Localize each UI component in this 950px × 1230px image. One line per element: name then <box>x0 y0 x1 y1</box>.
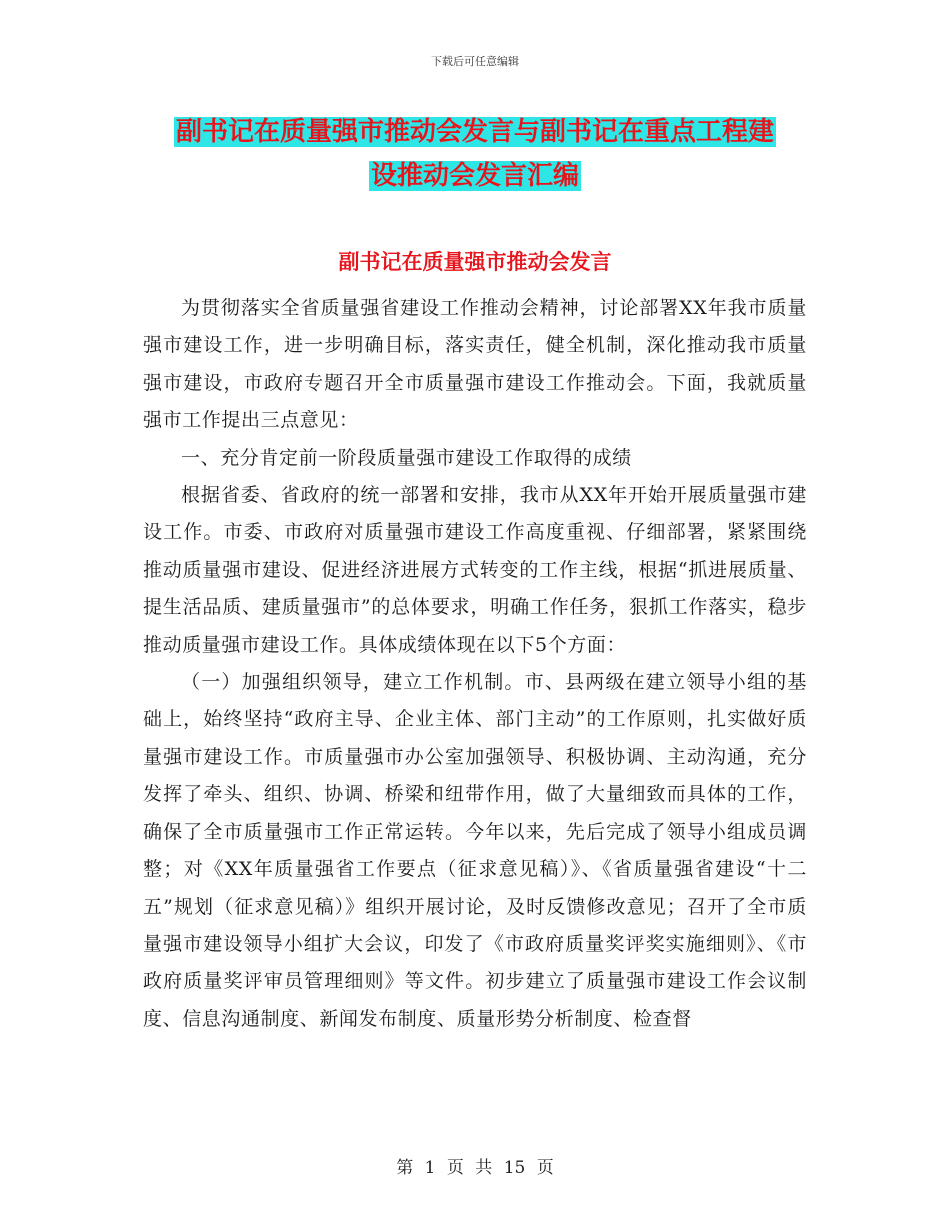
page-footer: 第 1 页 共 15 页 <box>396 1158 554 1178</box>
document-body <box>143 290 807 1038</box>
main-title <box>150 110 800 198</box>
main-title-line-2: 设推动会发言汇编 <box>370 161 579 191</box>
paragraph-section-1: （一）加强组织领导，建立工作机制。市、县两级在建立领导小组的基础上，始终坚持“政府主导、企业主体、部门主动”的工作原则，扎实做好质量强市建设工作。市质量强市办公室加强领导、积极协调、主动沟通，充分发挥了牵头、组织、协调、桥梁和纽带作用，做了大量细致而具体的工作，确保了全市质量强市工作正常运转。今年以来，先后完成了领导小组成员调整；对《XX年质量强省工作要点（征求意见稿）》、《省质量强省建设“十二五”规划（征求意见稿）》组织开展讨论，及时反馈修改意见；召开了全市质量强市建设领导小组扩大会议，印发了《市政府质量奖评奖实施细则》、《市政府质量奖评审员管理细则》等文件。初步建立了质量强市建设工作会议制度、信息沟通制度、新闻发布制度、质量形势分析制度、检查督 <box>143 671 807 1030</box>
paragraph-heading-1: 一、充分肯定前一阶段质量强市建设工作取得的成绩 <box>181 446 632 469</box>
paragraph-intro: 为贯彻落实全省质量强省建设工作推动会精神，讨论部署XX年我市质量强市建设工作，进一步明确目标，落实责任，健全机制，深化推动我市质量强市建设，市政府专题召开全市质量强市建设工作推动会。下面，我就质量强市工作提出三点意见： <box>143 297 807 432</box>
sub-title: 副书记在质量强市推动会发言 <box>338 250 612 274</box>
header-note: 下载后可任意编辑 <box>431 55 519 68</box>
main-title-line-1: 副书记在质量强市推动会发言与副书记在重点工程建 <box>175 117 774 147</box>
paragraph-achievements: 根据省委、省政府的统一部署和安排，我市从XX年开始开展质量强市建设工作。市委、市政府对质量强市建设工作高度重视、仔细部署，紧紧围绕推动质量强市建设、促进经济进展方式转变的工作主线，根据“抓进展质量、提生活品质、建质量强市”的总体要求，明确工作任务，狠抓工作落实，稳步推动质量强市建设工作。具体成绩体现在以下5个方面： <box>143 484 807 656</box>
